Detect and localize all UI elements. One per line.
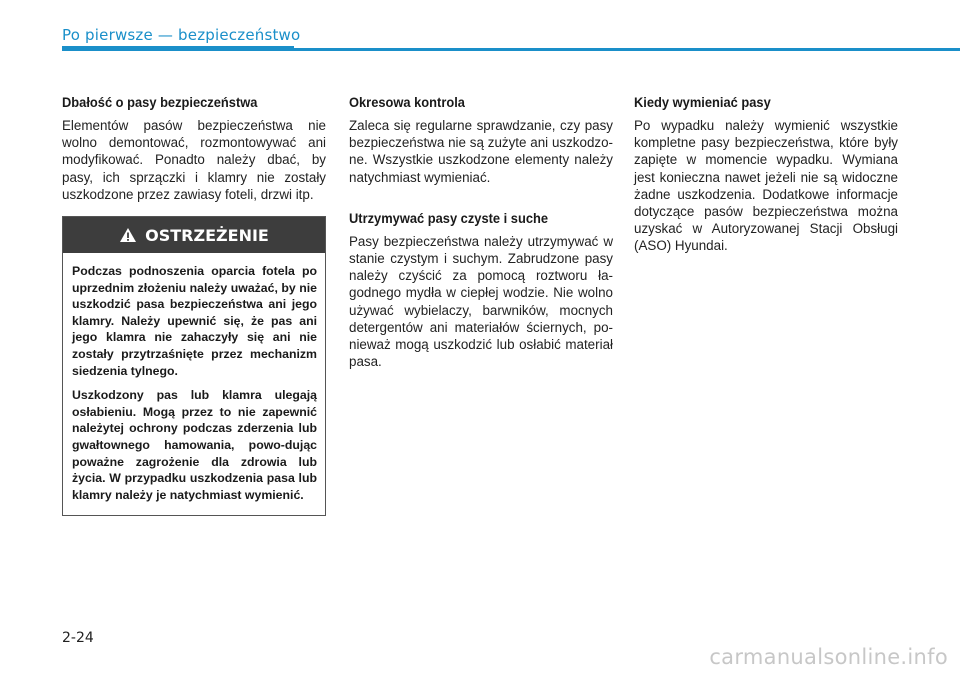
heading-keep-clean: Utrzymywać pasy czyste i suche	[349, 209, 549, 226]
header-rule-accent	[62, 46, 294, 51]
warning-triangle-icon	[119, 227, 137, 243]
warning-title: OSTRZEŻENIE	[145, 225, 269, 245]
column-right	[634, 94, 898, 255]
page-number: 2-24	[62, 630, 94, 646]
heading-when-replace: Kiedy wymieniać pasy	[634, 94, 771, 110]
warning-paragraph: Uszkodzony pas lub klamra ulegają osłabieniu. Mogą przez to nie zapewnić należytej ochrony podczas zderzenia lub gwałtownego hamowania, powo-dując poważne zagrożenie dla zdrowia lub życia. W przypadku uszkodzenia pasa lub klamry należy je natychmiast wymienić.	[72, 388, 317, 502]
warning-header	[63, 217, 325, 253]
paragraph-periodic-check: Zaleca się regularne sprawdzanie, czy pasy bezpieczeństwa nie są zużyte ani uszkodzo-ne. Wszystkie uszkodzone elementy należy natychmiast wymieniać.	[349, 118, 613, 185]
paragraph-keep-clean: Pasy bezpieczeństwa należy utrzymywać w stanie czystym i suchym. Zabrudzone pasy należy czyścić za pomocą roztworu ła-godnego mydła w ciepłej wodzie. Nie wolno używać wybielaczy, barwników, mocnych detergentów ani materiałów ściernych, po-nieważ mogą uszkodzić lub osłabić materiał pasa.	[349, 233, 613, 370]
paragraph-belt-care: Elementów pasów bezpieczeństwa nie wolno demontować, rozmontowywać ani modyfikować. Ponadto należy dbać, by pasy, ich sprzączki i klamry nie zostały uszkodzone przez zawiasy foteli, drzwi itp.	[62, 118, 326, 202]
warning-paragraph: Podczas podnoszenia oparcia fotela po uprzednim złożeniu należy uważać, by nie uszkodzić pasa bezpieczeństwa ani jego klamry. Należy upewnić się, że pas ani jego klamra nie zahaczyły się ani nie zostały przytrzaśnięte przez mechanizm siedzenia tylnego.	[72, 264, 317, 378]
column-left	[62, 94, 326, 203]
watermark: carmanualsonline.info	[709, 645, 948, 669]
paragraph-when-replace: Po wypadku należy wymienić wszystkie kompletne pasy bezpieczeństwa, które były zapięte w momencie wypadku. Wymiana jest konieczna nawet jeżeli nie są widoczne żadne uszkodzenia. Dodatkowe informacje dotyczące pasów bezpieczeństwa można uzyskać w Autoryzowanej Stacji Obsługi (ASO) Hyundai.	[634, 118, 898, 254]
warning-box	[62, 216, 326, 516]
heading-belt-care: Dbałość o pasy bezpieczeństwa	[62, 94, 258, 110]
section-title: Po pierwsze — bezpieczeństwo	[62, 26, 301, 44]
warning-body	[63, 253, 325, 503]
column-middle	[349, 94, 613, 370]
heading-periodic-check: Okresowa kontrola	[349, 94, 465, 110]
